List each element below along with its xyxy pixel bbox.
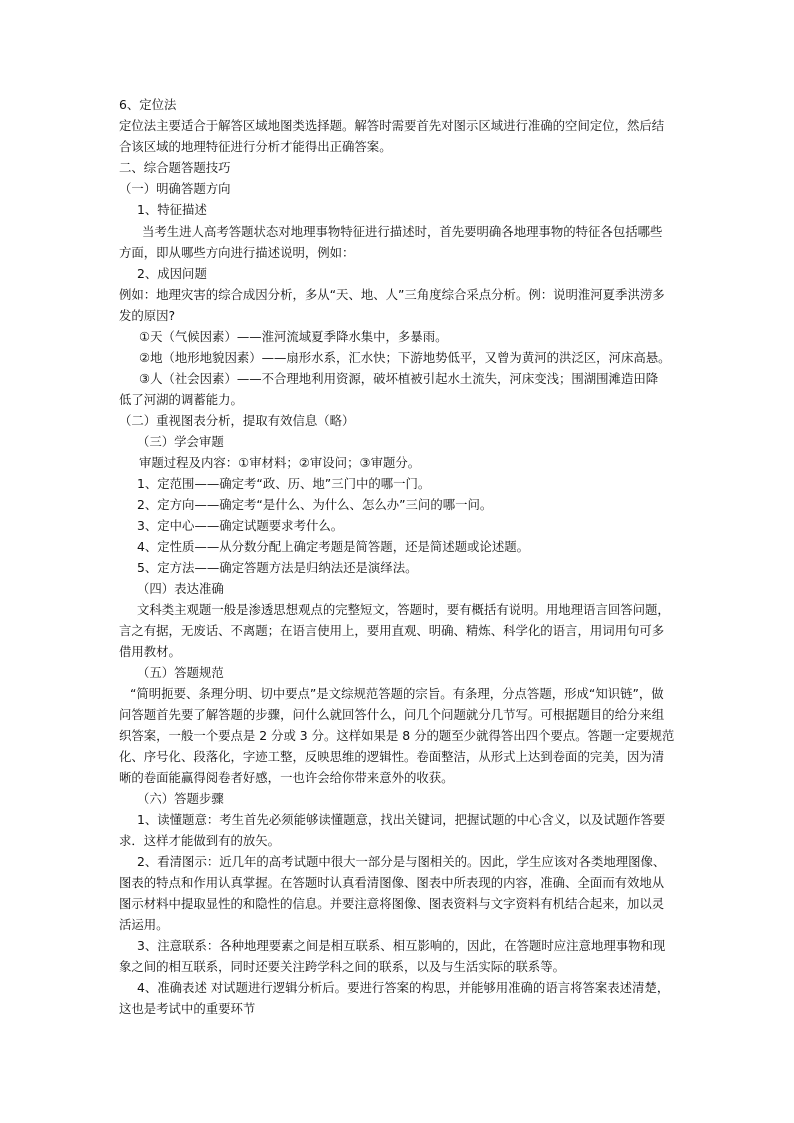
subsection-heading: （二）重视图表分析，提取有效信息（略） <box>119 413 355 428</box>
paragraph-line: 问答题首先要了解答题的步骤，问什么就回答什么，问几个问题就分几节写。可根据题目的给分来组 <box>119 707 665 722</box>
list-item: 1、定范围——确定考“政、历、地”三门中的哪一门。 <box>137 476 431 491</box>
subsection-heading: （六）答题步骤 <box>137 791 224 806</box>
list-item: 5、定方法——确定答题方法是归纳法还是演绎法。 <box>137 560 418 575</box>
paragraph-line: 借用教材。 <box>119 644 181 659</box>
paragraph-line: 合该区域的地理特征进行分析才能得出正确答案。 <box>119 139 392 154</box>
item-heading: 1、特征描述 <box>137 202 207 217</box>
list-item: ③人（社会因素）——不合理地利用资源，破坏植被引起水土流失，河床变浅；围湖围滩造田降 <box>139 371 659 386</box>
list-item: ①天（气候因素）——淮河流域夏季降水集中，多暴雨。 <box>139 329 448 344</box>
paragraph-line: 3、注意联系：各种地理要素之间是相互联系、相互影响的，因此，在答题时应注意地理事物和现 <box>137 938 666 953</box>
paragraph-line: 象之间的相互联系，同时还要关注跨学科之间的联系，以及与生活实际的联系等。 <box>119 959 566 974</box>
subsection-heading: （五）答题规范 <box>137 665 224 680</box>
list-item: 4、定性质——从分数分配上确定考题是简答题，还是简述题或论述题。 <box>137 539 529 554</box>
list-item: 3、定中心——确定试题要求考什么。 <box>137 518 344 533</box>
paragraph-line: 例如：地理灾害的综合成因分析，多从“天、地、人”三角度综合采点分析。例：说明淮河夏季洪涝多 <box>119 287 665 302</box>
paragraph-line: 审题过程及内容：①审材料；②审设问；③审题分。 <box>139 455 421 470</box>
subsection-heading: （一）明确答题方向 <box>119 181 231 196</box>
paragraph-line: 1、读懂题意：考生首先必须能够读懂题意，找出关键词，把握试题的中心含义，以及试题作答要 <box>137 812 666 827</box>
list-item: 2、定方向——确定考“是什么、为什么、怎么办”三问的哪一问。 <box>137 497 493 512</box>
section-heading: 二、综合题答题技巧 <box>119 160 231 175</box>
paragraph-line: 图表的特点和作用认真掌握。在答题时认真看清图像、图表中所表现的内容，准确、全面而有效地从 <box>119 875 665 890</box>
subsection-heading: （三）学会审题 <box>137 434 224 449</box>
heading-positioning-method: 6、定位法 <box>119 97 177 112</box>
paragraph-line: “简明扼要、条理分明、切中要点”是文综规范答题的宗旨。有条理，分点答题，形成“知识链”，做 <box>130 686 664 701</box>
paragraph-line: 织答案，一般一个要点是 2 分或 3 分。这样如果是 8 分的题至少就得答出四个要点。答题一定要规范 <box>119 728 675 743</box>
paragraph-line: 晰的卷面能赢得阅卷者好感，一也许会给你带来意外的收获。 <box>119 770 454 785</box>
paragraph-line: 2、看清图示：近几年的高考试题中很大一部分是与图相关的。因此，学生应该对各类地理图像、 <box>137 854 666 869</box>
paragraph-line: 求．这样才能做到有的放矢。 <box>119 833 281 848</box>
paragraph-line: 4、准确表述 对试题进行逻辑分析后。要进行答案的构思，并能够用准确的语言将答案表述清楚， <box>137 980 670 995</box>
paragraph-line: 方面，即从哪些方向进行描述说明，例如： <box>119 245 355 260</box>
paragraph-line: 图示材料中提取显性的和隐性的信息。并要注意将图像、图表资料与文字资料有机结合起来，加以灵 <box>119 896 665 911</box>
paragraph-line: 这也是考试中的重要环节 <box>119 1001 256 1016</box>
paragraph-line: 活运用。 <box>119 917 169 932</box>
item-heading: 2、成因问题 <box>137 266 207 281</box>
paragraph-line: 当考生进人高考答题状态对地理事物特征进行描述时，首先要明确各地理事物的特征各包括哪些 <box>142 224 663 239</box>
paragraph-line: 定位法主要适合于解答区域地图类选择题。解答时需要首先对图示区域进行准确的空间定位，然后结 <box>119 118 665 133</box>
paragraph-line: 发的原因? <box>119 308 176 323</box>
list-item: ②地（地形地貌因素）——扇形水系，汇水快；下游地势低平，又曾为黄河的洪泛区，河床高悬。 <box>139 350 671 365</box>
paragraph-line: 低了河湖的调蓄能力。 <box>119 392 243 407</box>
subsection-heading: （四）表达准确 <box>137 581 224 596</box>
paragraph-line: 言之有据，无废话、不离题；在语言使用上，要用直观、明确、精炼、科学化的语言，用词用句可多 <box>119 623 665 638</box>
paragraph-line: 文科类主观题一般是渗透思想观点的完整短文，答题时，要有概括有说明。用地理语言回答问题， <box>137 602 670 617</box>
paragraph-line: 化、序号化、段落化，字迹工整，反映思维的逻辑性。卷面整洁，从形式上达到卷面的完美，因为清 <box>119 749 665 764</box>
